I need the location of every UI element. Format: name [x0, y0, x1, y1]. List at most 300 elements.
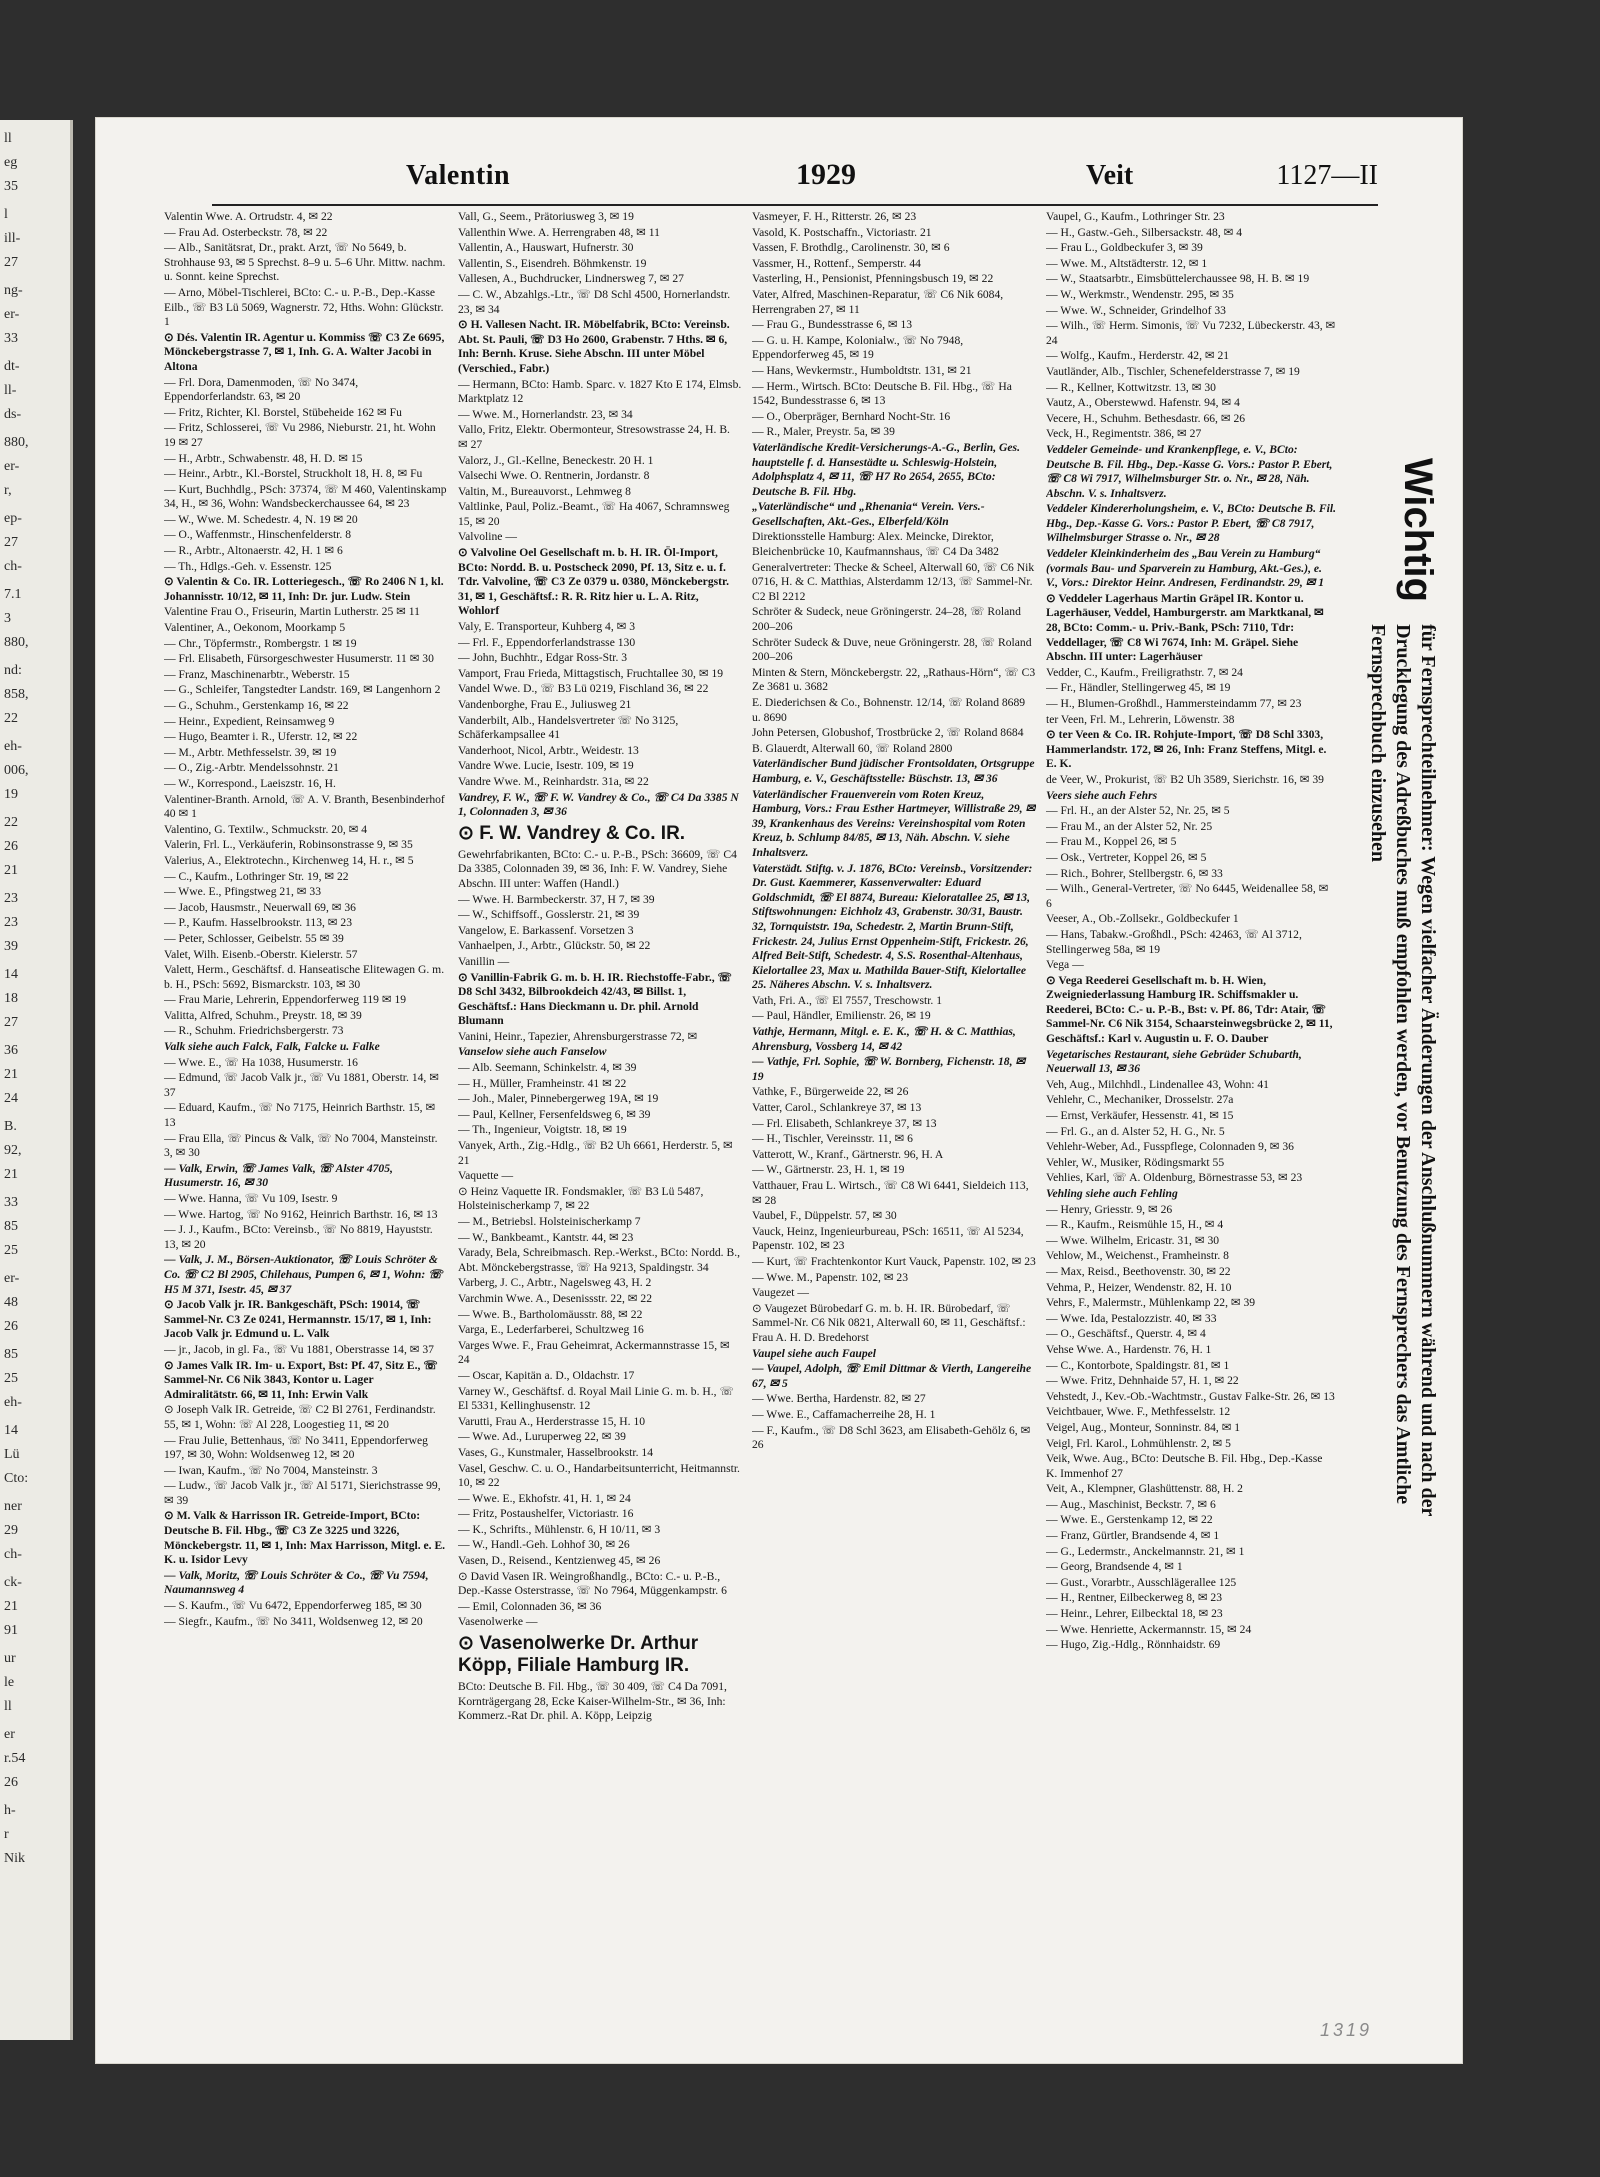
directory-entry: — Wwe. W., Schneider, Grindelhof 33 — [1046, 303, 1226, 317]
directory-entry: — Max, Reisd., Beethovenstr. 30, ✉ 22 — [1046, 1264, 1231, 1278]
directory-entry: Valentino, G. Textilw., Schmuckstr. 20, ✉ 4 — [164, 822, 368, 836]
previous-page-fragment: 21 — [4, 1599, 18, 1614]
directory-entry: — Peter, Schlosser, Geibelstr. 55 ✉ 39 — [164, 931, 344, 945]
directory-entry: ⊙ M. Valk & Harrisson IR. Getreide-Import, BCto: Deutsche B. Fil. Hbg., ☏ C3 Ze 3225 und 3226, Mönckebergstr. 11, ✉ 1, Inh: Max Harrisson, Mitgl. e. E. K. u. Isidor Levy — [164, 1509, 446, 1567]
directory-entry: Vanillin — — [458, 954, 510, 968]
directory-entry: — Wwe. E., Gerstenkamp 12, ✉ 22 — [1046, 1513, 1213, 1527]
directory-entry: — Frau M., Koppel 26, ✉ 5 — [1046, 835, 1177, 849]
directory-entry: — C. W., Abzahlgs.-Ltr., ☏ D8 Schl 4500, Hornerlandstr. 23, ✉ 34 — [458, 287, 731, 316]
directory-entry: — Wwe. Wilhelm, Ericastr. 31, ✉ 30 — [1046, 1233, 1220, 1247]
directory-entry: Varberg, J. C., Arbtr., Nagelsweg 43, H. 2 — [458, 1276, 652, 1290]
directory-entry: Vehstedt, J., Kev.-Ob.-Wachtmstr., Gustav Falke-Str. 26, ✉ 13 — [1046, 1389, 1335, 1403]
previous-page-fragment: 29 — [4, 1523, 18, 1538]
directory-entry: — W., Werkmstr., Wendenstr. 295, ✉ 35 — [1046, 287, 1234, 301]
side-notice-heading: Wichtig — [1396, 458, 1440, 603]
directory-page — [96, 118, 1462, 2063]
previous-page-fragment: 880, — [4, 635, 29, 650]
directory-entry: B. Glauerdt, Alterwall 60, ☏ Roland 2800 — [752, 741, 953, 755]
directory-entry: — Wwe. M., Hornerlandstr. 23, ✉ 34 — [458, 407, 633, 421]
directory-entry: Veigl, Frl. Karol., Lohmühlenstr. 2, ✉ 5 — [1046, 1436, 1231, 1450]
directory-entry: — G. u. H. Kampe, Kolonialw., ☏ No 7948, Eppendorferweg 45, ✉ 19 — [752, 333, 964, 362]
directory-entry: — Th., Hdlgs.-Geh. v. Essenstr. 125 — [164, 559, 332, 573]
previous-page-fragment: 27 — [4, 1015, 18, 1030]
directory-entry: — Fritz, Richter, Kl. Borstel, Stübeheide 162 ✉ Fu — [164, 405, 402, 419]
directory-entry: Valentiner, A., Oekonom, Moorkamp 5 — [164, 621, 346, 635]
previous-page-fragment: r — [4, 1827, 9, 1842]
directory-entry: — C., Kontorbote, Spaldingstr. 81, ✉ 1 — [1046, 1358, 1230, 1372]
directory-entry: — Chr., Töpfermstr., Rombergstr. 1 ✉ 19 — [164, 636, 357, 650]
column-3 — [752, 210, 1036, 2020]
directory-entry: — Wwe. Bertha, Hardenstr. 82, ✉ 27 — [752, 1392, 926, 1406]
directory-entry: Vegetarisches Restaurant, siehe Gebrüder Schubarth, Neuerwall 13, ✉ 36 — [1046, 1047, 1302, 1076]
directory-entry: Valorz, J., Gl.-Kellne, Beneckestr. 20 H. 1 — [458, 453, 654, 467]
directory-entry: — Heinr., Lehrer, Eilbecktal 18, ✉ 23 — [1046, 1607, 1223, 1621]
directory-entry: — Frl. Elisabeth, Schlankreye 37, ✉ 13 — [752, 1116, 937, 1130]
directory-entry: — Kurt, ☏ Frachtenkontor Kurt Vauck, Papenstr. 102, ✉ 23 — [752, 1254, 1036, 1268]
directory-entry: — Fritz, Postaushelfer, Victoriastr. 16 — [458, 1507, 634, 1521]
directory-entry: ⊙ ter Veen & Co. IR. Rohjute-Import, ☏ D8 Schl 3303, Hammerlandstr. 172, ✉ 26, Inh: Franz Steffens, Mitgl. e. E. K. — [1046, 728, 1327, 771]
directory-entry: — R., Maler, Preystr. 5a, ✉ 39 — [752, 425, 895, 439]
directory-entry: Generalvertreter: Thecke & Scheel, Alterwall 60, ☏ C6 Nik 0716, H. & C. Matthias, Alsterdamm 12/13, ☏ Sammel-Nr. C2 Bl 2212 — [752, 560, 1035, 603]
directory-entry: Vehma, P., Heizer, Wendenstr. 82, H. 10 — [1046, 1280, 1232, 1294]
directory-entry: — Siegfr., Kaufm., ☏ No 3411, Woldsenweg 12, ✉ 20 — [164, 1614, 423, 1628]
previous-page-fragment: 26 — [4, 1775, 18, 1790]
previous-page-fragment: eh- — [4, 1395, 22, 1410]
directory-entry: Vasen, D., Reisend., Kentzienweg 45, ✉ 26 — [458, 1554, 661, 1568]
directory-entry: Vandenborghe, Frau E., Juliusweg 21 — [458, 698, 632, 711]
directory-entry: Varney W., Geschäftsf. d. Royal Mail Linie G. m. b. H., ☏ El 5331, Kellinghusenstr. 12 — [458, 1384, 734, 1413]
directory-entry: Vasterling, H., Pensionist, Pfenningsbusch 19, ✉ 22 — [752, 272, 994, 286]
directory-entry: — Edmund, ☏ Jacob Valk jr., ☏ Vu 1881, Oberstr. 14, ✉ 37 — [164, 1071, 439, 1099]
directory-entry: Veit, A., Klempner, Glashüttenstr. 88, H. 2 — [1046, 1482, 1243, 1496]
directory-entry: — R., Arbtr., Altonaerstr. 42, H. 1 ✉ 6 — [164, 544, 343, 558]
directory-entry: — H., Blumen-Großhdl., Hammersteindamm 77, ✉ 23 — [1046, 697, 1302, 710]
directory-entry: Valett, Herm., Geschäftsf. d. Hanseatische Elitewagen G. m. b. H., PSch: 5692, Bismarckstr. 103, ✉ 30 — [164, 963, 445, 991]
directory-entry: — Wwe. E., ☏ Ha 1038, Husumerstr. 16 — [164, 1055, 358, 1069]
directory-entry: Valsechi Wwe. O. Rentnerin, Jordanstr. 8 — [458, 469, 650, 483]
directory-entry: — Frau M., an der Alster 52, Nr. 25 — [1046, 819, 1213, 833]
directory-entry: Valerin, Frl. L., Verkäuferin, Robinsonstrasse 9, ✉ 35 — [164, 838, 413, 852]
previous-page-fragment: 27 — [4, 255, 18, 270]
previous-page-fragment: Nik — [4, 1851, 25, 1866]
directory-entry: — O., Waffenmstr., Hinschenfelderstr. 8 — [164, 528, 351, 542]
directory-entry: Vautländer, Alb., Tischler, Schenefelderstrasse 7, ✉ 19 — [1046, 364, 1300, 378]
directory-entry: Varga, E., Lederfarberei, Schultzweg 16 — [458, 1323, 644, 1337]
directory-entry: Vehlies, Karl, ☏ A. Oldenburg, Börnestrasse 53, ✉ 23 — [1046, 1171, 1303, 1185]
directory-entry: — W., Gärtnerstr. 23, H. 1, ✉ 19 — [752, 1163, 905, 1177]
directory-entry: Vallenthin Wwe. A. Herrengraben 48, ✉ 11 — [458, 225, 660, 239]
directory-entry: Valtlinke, Paul, Poliz.-Beamt., ☏ Ha 4067, Schramnsweg 15, ✉ 20 — [458, 500, 730, 528]
directory-entry: — Valk, Moritz, ☏ Louis Schröter & Co., ☏ Vu 7594, Naumannsweg 4 — [164, 1568, 429, 1597]
directory-entry: Vaterländischer Bund jüdischer Frontsoldaten, Ortsgruppe Hamburg, e. V., Geschäftsstelle: Büschstr. 13, ✉ 36 — [752, 757, 1035, 785]
directory-entry: — Ludw., ☏ Jacob Valk jr., ☏ Al 5171, Sierichstrasse 99, ✉ 39 — [164, 1479, 441, 1507]
previous-page-fragment: 21 — [4, 863, 18, 878]
directory-entry: Vecere, H., Schuhm. Bethesdastr. 66, ✉ 26 — [1046, 411, 1246, 425]
previous-page-fragment: ner — [4, 1499, 22, 1514]
previous-page-fragment: ck- — [4, 1575, 22, 1590]
directory-entry: — Valk, Erwin, ☏ James Valk, ☏ Alster 4705, Husumerstr. 16, ✉ 30 — [164, 1161, 393, 1190]
directory-entry: — Hans, Tabakw.-Großhdl., PSch: 42463, ☏ Al 3712, Stellingerweg 58a, ✉ 19 — [1046, 927, 1302, 956]
directory-entry: — O., Geschäftsf., Querstr. 4, ✉ 4 — [1046, 1327, 1206, 1341]
previous-page-fragment: 858, — [4, 687, 29, 702]
directory-entry: — Frau G., Bundesstrasse 6, ✉ 13 — [752, 318, 913, 332]
header-year: 1929 — [796, 158, 856, 191]
directory-entry: — C., Kaufm., Lothringer Str. 19, ✉ 22 — [164, 869, 349, 883]
directory-entry: ⊙ Jacob Valk jr. IR. Bankgeschäft, PSch: 19014, ☏ Sammel-Nr. C3 Ze 0241, Hermannstr. 15/17, ✉ 1, Inh: Jacob Valk jr. Edmund u. L. Valk — [164, 1298, 432, 1341]
directory-entry: Vaterstädt. Stiftg. v. J. 1876, BCto: Vereinsb., Vorsitzender: Dr. Gust. Kaemmerer, Kassenverwalter: Eduard Goldschmidt, ☏ El 8874, Bureau: Kieloratallee 25, ✉ 13, Stiftswohnungen: Eichholz 43, Grabenstr. 30/31, Baustr. 32, Tornquiststr. 19a, Schedestr. 2, Martin Brunn-Stift, Frickestr. 24, Julius Ernst Oppenheim-Stift, Frickestr. 26, Alfred Beit-Stift, Schedestr. 4, S.S. Rosenthal-Altenhaus, Kielortallee 23, Max u. Mathilda Bauer-Stift, Kielortallee 25. Näheres Abschn. V. s. Inhaltsverz. — [752, 861, 1033, 992]
directory-entry: — Wwe. H. Barmbeckerstr. 37, H 7, ✉ 39 — [458, 892, 655, 906]
directory-entry: — R., Kellner, Kottwitzstr. 13, ✉ 30 — [1046, 380, 1216, 394]
directory-entry: Veers siehe auch Fehrs — [1046, 788, 1158, 802]
directory-entry: ⊙ Vasenolwerke Dr. Arthur Köpp, Filiale Hamburg IR. — [458, 1633, 699, 1677]
directory-entry: Vehlehr-Weber, Ad., Fusspflege, Colonnaden 9, ✉ 36 — [1046, 1140, 1294, 1154]
directory-entry: — Wolfg., Kaufm., Herderstr. 42, ✉ 21 — [1046, 349, 1230, 363]
directory-entry: — Alb. Seemann, Schinkelstr. 4, ✉ 39 — [458, 1061, 637, 1075]
previous-page-fragment: 25 — [4, 1371, 18, 1386]
directory-entry: Vatterott, W., Kranf., Gärtnerstr. 96, H. A — [752, 1147, 944, 1161]
directory-entry: Vallentin, S., Eisendreh. Böhmkenstr. 19 — [458, 256, 647, 270]
directory-entry: — Hermann, BCto: Hamb. Sparc. v. 1827 Kto E 174, Elmsb. Marktplatz 12 — [458, 377, 742, 406]
directory-entry: — W., Wwe. M. Schedestr. 4, N. 19 ✉ 20 — [164, 512, 358, 526]
previous-page-fragment: 14 — [4, 967, 18, 982]
directory-entry: Vedder, C., Kaufm., Freiligrathstr. 7, ✉ 24 — [1046, 665, 1243, 679]
directory-entry: — Frl. H., an der Alster 52, Nr. 25, ✉ 5 — [1046, 804, 1230, 818]
directory-entry: — W., Handl.-Geh. Lohhof 30, ✉ 26 — [458, 1538, 630, 1552]
directory-entry: Vassmer, H., Rottenf., Semperstr. 44 — [752, 256, 921, 270]
directory-entry: Vaterländische Kredit-Versicherungs-A.-G., Berlin, Ges. hauptstelle f. d. Hansestädte u. Schleswig-Holstein, Adolphsplatz 4, ✉ 11, ☏ H7 Ro 2654, 2655, BCto: Deutsche B. Fil. Hbg. — [752, 440, 1020, 498]
directory-entry: Vehrs, F., Malermstr., Mühlenkamp 22, ✉ 39 — [1046, 1296, 1256, 1310]
directory-entry: — John, Buchhtr., Edgar Ross-Str. 3 — [458, 651, 628, 665]
directory-entry: — Emil, Colonnaden 36, ✉ 36 — [458, 1599, 602, 1613]
previous-page-fragment: 39 — [4, 939, 18, 954]
directory-entry: Veck, H., Regimentstr. 386, ✉ 27 — [1046, 427, 1202, 441]
previous-page-fragment: 91 — [4, 1623, 18, 1638]
directory-entry: Varady, Bela, Schreibmasch. Rep.-Werkst., BCto: Nordd. B., Abt. Mönckebergstrasse, ☏ Ha 9213, Spaldingstr. 34 — [458, 1246, 740, 1274]
directory-entry: — Frl. F., Eppendorferlandstrasse 130 — [458, 635, 636, 649]
directory-entry: Vasenolwerke — — [458, 1615, 538, 1629]
directory-entry: Minten & Stern, Mönckebergstr. 22, „Rathaus-Hörn“, ☏ C3 Ze 3681 u. 3682 — [752, 665, 1036, 694]
directory-entry: — Vaupel, Adolph, ☏ Emil Dittmar & Vierth, Langereihe 67, ✉ 5 — [752, 1362, 1032, 1390]
directory-entry: Valitta, Alfred, Schuhm., Preystr. 18, ✉ 39 — [164, 1008, 362, 1022]
previous-page-fragment: 23 — [4, 915, 18, 930]
previous-page-fragment: ep- — [4, 511, 22, 526]
directory-entry: — Wwe. Hartog, ☏ No 9162, Heinrich Barthstr. 16, ✉ 13 — [164, 1207, 438, 1221]
previous-page-fragment: 26 — [4, 839, 18, 854]
directory-entry: — K., Schrifts., Mühlenstr. 6, H 10/11, ✉ 3 — [458, 1522, 661, 1536]
previous-page-fragment: 880, — [4, 435, 29, 450]
directory-entry: — Frl. G., an d. Alster 52, H. G., Nr. 5 — [1046, 1124, 1225, 1138]
directory-entry: Veigel, Aug., Monteur, Sonninstr. 84, ✉ 1 — [1046, 1420, 1241, 1434]
directory-entry: Vallentin, A., Hauswart, Hufnerstr. 30 — [458, 241, 634, 255]
previous-page-fragment: ng- — [4, 283, 23, 298]
directory-entry: — Arno, Möbel-Tischlerei, BCto: C.- u. P.-B., Dep.-Kasse Eilb., ☏ B3 Lü 5069, Wagnerstr. 72, Hths. Wohn: Glückstr. 1 — [164, 285, 444, 329]
previous-page-fragment: 22 — [4, 711, 18, 726]
directory-entry: — J. J., Kaufm., BCto: Vereinsb., ☏ No 8819, Hayuststr. 13, ✉ 20 — [164, 1223, 433, 1251]
previous-page-fragment: 14 — [4, 1423, 18, 1438]
directory-entry: Vasmeyer, F. H., Ritterstr. 26, ✉ 23 — [752, 210, 917, 223]
previous-page-fragment: nd: — [4, 663, 22, 678]
directory-entry: — R., Schuhm. Friedrichsbergerstr. 73 — [164, 1024, 344, 1038]
previous-page-fragment: 19 — [4, 787, 18, 802]
previous-page-fragment: er- — [4, 1271, 20, 1286]
directory-entry: — Wwe. B., Bartholomäusstr. 88, ✉ 22 — [458, 1307, 643, 1321]
previous-page-fragment: 35 — [4, 179, 18, 194]
directory-entry: — Frau Marie, Lehrerin, Eppendorferweg 119 ✉ 19 — [164, 993, 407, 1007]
directory-entry: — Eduard, Kaufm., ☏ No 7175, Heinrich Barthstr. 15, ✉ 13 — [164, 1101, 436, 1130]
directory-entry: Vathke, F., Bürgerweide 22, ✉ 26 — [752, 1085, 909, 1099]
previous-page-fragment: r.54 — [4, 1751, 26, 1766]
directory-entry: — M., Betriebsl. Holsteinischerkamp 7 — [458, 1215, 641, 1228]
directory-entry: — Fritz, Schlosserei, ☏ Vu 2986, Nieburstr. 21, ht. Wohn 19 ✉ 27 — [164, 421, 436, 449]
directory-entry: — H., Rentner, Eilbeckerweg 8, ✉ 23 — [1046, 1591, 1223, 1605]
previous-page-fragment: h- — [4, 1803, 16, 1818]
directory-entry: — Paul, Händler, Emilienstr. 26, ✉ 19 — [752, 1009, 931, 1023]
directory-entry: Varchmin Wwe. A., Desenissstr. 22, ✉ 22 — [458, 1291, 653, 1305]
previous-page-fragment: 3 — [4, 611, 11, 626]
directory-entry: — S. Kaufm., ☏ Vu 6472, Eppendorferweg 185, ✉ 30 — [164, 1599, 422, 1613]
previous-page-fragment: ds- — [4, 407, 22, 422]
directory-entry: — W., Korrespond., Laeiszstr. 16, H. — [164, 776, 336, 790]
previous-page-fragment: le — [4, 1675, 15, 1690]
directory-entry: — O., Zig.-Arbtr. Mendelssohnstr. 21 — [164, 761, 339, 775]
directory-entry: — Wwe. E., Caffamacherreihe 28, H. 1 — [752, 1407, 936, 1421]
directory-entry: Vamport, Frau Frieda, Mittagstisch, Fruchtallee 30, ✉ 19 — [458, 666, 724, 680]
directory-entry: — Wwe. E., Pfingstweg 21, ✉ 33 — [164, 885, 321, 899]
directory-entry: ⊙ Vaugezet Bürobedarf G. m. b. H. IR. Bürobedarf, ☏ Sammel-Nr. C6 Nik 0821, Alterwall 60, ✉ 11, Geschäftsf.: Frau A. H. D. Bredehorst — [752, 1301, 1026, 1344]
directory-entry: Vaubel, F., Düppelstr. 57, ✉ 30 — [752, 1209, 897, 1223]
directory-entry: „Vaterländische“ und „Rhenania“ Verein. Vers.-Gesellschaften, Akt.-Ges., Elberfeld/Köln — [752, 500, 985, 528]
directory-entry: ⊙ Valvoline Oel Gesellschaft m. b. H. IR. Öl-Import, BCto: Nordd. B. u. Postscheck 2090, Pf. 13, Sitz e. u. f. Tdr. Valvoline, ☏ C3 Ze 0379 u. 0380, Mönckebergstr. 31, ✉ 1, Geschäftsf.: R. R. Ritz hier u. L. A. Ritz, Wohlorf — [458, 546, 729, 618]
directory-entry: Varutti, Frau A., Herderstrasse 15, H. 10 — [458, 1414, 646, 1428]
previous-page-fragment: eg — [4, 155, 18, 170]
directory-entry: E. Diederichsen & Co., Bohnenstr. 12/14, ☏ Roland 8689 u. 8690 — [752, 696, 1026, 724]
directory-entry: Vega — — [1046, 958, 1084, 972]
directory-entry: Veh, Aug., Milchhdl., Lindenallee 43, Wohn: 41 — [1046, 1077, 1269, 1091]
previous-page-fragment: r, — [4, 483, 12, 498]
directory-entry: — H., Arbtr., Schwabenstr. 48, H. D. ✉ 15 — [164, 451, 363, 465]
directory-entry: Veik, Wwe. Aug., BCto: Deutsche B. Fil. Hbg., Dep.-Kasse K. Immenhof 27 — [1046, 1452, 1323, 1480]
directory-entry: — Frau Julie, Bettenhaus, ☏ No 3411, Eppendorferweg 197, ✉ 30, Wohn: Woldsenweg 12, ✉ 20 — [164, 1433, 428, 1462]
directory-entry: — Frl. Dora, Damenmoden, ☏ No 3474, Eppendorferlandstr. 63, ✉ 20 — [164, 375, 359, 404]
directory-entry: — Iwan, Kaufm., ☏ No 7004, Mansteinstr. 3 — [164, 1463, 378, 1477]
previous-page-fragment: ch- — [4, 559, 22, 574]
directory-entry: — H., Müller, Framheinstr. 41 ✉ 22 — [458, 1076, 627, 1090]
directory-entry: Valy, E. Transporteur, Kuhberg 4, ✉ 3 — [458, 620, 636, 634]
directory-entry: Vandrey, F. W., ☏ F. W. Vandrey & Co., ☏ C4 Da 3385 N 1, Colonnaden 3, ✉ 36 — [458, 790, 739, 819]
directory-entry: Vandre Wwe. Lucie, Isestr. 109, ✉ 19 — [458, 759, 634, 773]
directory-entry: — Herm., Wirtsch. BCto: Deutsche B. Fil. Hbg., ☏ Ha 1542, Bundesstrasse 6, ✉ 13 — [752, 379, 1012, 408]
directory-entry: Vanderbilt, Alb., Handelsvertreter ☏ No 3125, Schäferkampsallee 41 — [458, 713, 679, 742]
directory-entry: Valentin Wwe. A. Ortrudstr. 4, ✉ 22 — [164, 210, 333, 223]
directory-entry: Vaugezet — — [752, 1286, 809, 1300]
directory-entry: Vall, G., Seem., Prätoriusweg 3, ✉ 19 — [458, 210, 634, 223]
directory-entry: Vauck, Heinz, Ingenieurbureau, PSch: 16511, ☏ Al 5234, Papenstr. 102, ✉ 23 — [752, 1224, 1024, 1253]
directory-entry: ⊙ H. Vallesen Nacht. IR. Möbelfabrik, BCto: Vereinsb. Abt. St. Pauli, ☏ D3 Ho 2600, Grabenstr. 7 Hths. ✉ 6, Inh: Bernh. Kruse. Siehe Abschn. III unter Möbel (Verschied., Fabr.) — [458, 318, 730, 375]
directory-entry: ⊙ Vega Reederei Gesellschaft m. b. H. Wien, Zweigniederlassung Hamburg IR. Schiffsmakler u. Reederei, BCto: C.- u. P.-B., Bst: v. Pf. 86, Tdr: Atair, ☏ Sammel-Nr. C6 Nik 3154, Schaarsteinwegsbrücke 2, ✉ 11, Geschäftsf.: Karl v. Augustin u. F. O. Dauber — [1046, 973, 1333, 1046]
previous-page-fragment: 33 — [4, 1195, 18, 1210]
directory-entry: — Gust., Vorarbtr., Ausschlägerallee 125 — [1046, 1575, 1237, 1589]
previous-page-fragment: 21 — [4, 1067, 18, 1082]
previous-page-fragment: dt- — [4, 359, 20, 374]
directory-entry: Valentine Frau O., Friseurin, Martin Lutherstr. 25 ✉ 11 — [164, 605, 420, 619]
directory-entry: John Petersen, Globushof, Trostbrücke 2, ☏ Roland 8684 — [752, 726, 1024, 740]
directory-entry: Vandre Wwe. M., Reinhardstr. 31a, ✉ 22 — [458, 774, 649, 788]
directory-entry: Veddeler Kindererholungsheim, e. V., BCto: Deutsche B. Fil. Hbg., Dep.-Kasse G. Vors.: Pastor P. Ebert, ☏ C8 7917, Wilhelmsburger Strasse o. Nr., ✉ 28 — [1046, 502, 1336, 545]
directory-entry: ⊙ Joseph Valk IR. Getreide, ☏ C2 Bl 2761, Ferdinandstr. 55, ✉ 1, Wohn: ☏ Al 228, Loogestieg 11, ✉ 20 — [164, 1403, 436, 1431]
directory-entry: Direktionsstelle Hamburg: Alex. Meincke, Direktor, Bleichenbrücke 10, Kaufmannshaus, ☏ C4 Da 3482 — [752, 530, 999, 559]
column-4 — [1046, 210, 1336, 2020]
directory-entry: Vehlehr, C., Mechaniker, Drosselstr. 27a — [1046, 1093, 1234, 1107]
directory-entry: Vanyek, Arth., Zig.-Hdlg., ☏ B2 Uh 6661, Herderstr. 5, ✉ 21 — [458, 1139, 733, 1167]
directory-entry: — Hugo, Beamter i. R., Uferstr. 12, ✉ 22 — [164, 730, 358, 744]
directory-entry: ⊙ Vanillin-Fabrik G. m. b. H. IR. Riechstoffe-Fabr., ☏ D8 Schl 3432, Bilbrookdeich 42/43, ✉ Billst. 1, Geschäftsf.: Hans Dieckmann u. Dr. phil. Arnold Blumann — [458, 970, 733, 1028]
previous-page-fragment: 7.1 — [4, 587, 22, 602]
directory-entry: Vehling siehe auch Fehling — [1046, 1187, 1178, 1200]
directory-entry: — Wilh., ☏ Herm. Simonis, ☏ Vu 7232, Lübeckerstr. 43, ✉ 24 — [1046, 319, 1336, 347]
previous-page-fragment: l — [4, 207, 8, 222]
directory-entry: — Henry, Griesstr. 9, ✉ 26 — [1046, 1202, 1173, 1216]
header-first-name: Valentin — [406, 160, 511, 191]
directory-entry: — F., Kaufm., ☏ D8 Schl 3623, am Elisabeth-Gehölz 6, ✉ 26 — [752, 1423, 1031, 1452]
previous-page-fragment: 23 — [4, 891, 18, 906]
previous-page-fragment: ll — [4, 131, 12, 146]
directory-entry: de Veer, W., Prokurist, ☏ B2 Uh 3589, Sierichstr. 16, ✉ 39 — [1046, 772, 1324, 786]
directory-entry: — G., Schuhm., Gerstenkamp 16, ✉ 22 — [164, 699, 349, 712]
side-notice-body: für Fernsprechteilnehmer: Wegen vielfacher Änderungen der Anschlußnummern während und nach der Drucklegung des Adreßbuches muß empfohlen werden, vor Benutzung des Fernsprechers das Amtliche Fernsprechbuch einzusehen — [1367, 624, 1439, 1516]
directory-entry: ⊙ F. W. Vandrey & Co. IR. — [458, 822, 686, 844]
directory-entry: Schröter Sudeck & Duve, neue Gröningerstr. 28, ☏ Roland 200–206 — [752, 635, 1032, 664]
directory-entry: — Jacob, Hausmstr., Neuerwall 69, ✉ 36 — [164, 900, 356, 914]
directory-entry: — O., Oberpräger, Bernhard Nocht-Str. 16 — [752, 409, 951, 423]
directory-entry: Vatthauer, Frau L. Wirtsch., ☏ C8 Wi 6441, Sieldeich 113, ✉ 28 — [752, 1179, 1029, 1207]
directory-entry: Vaquette — — [458, 1169, 514, 1183]
directory-entry: Vanderhoot, Nicol, Arbtr., Weidestr. 13 — [458, 743, 639, 757]
directory-entry: — Frau Ad. Osterbeckstr. 78, ✉ 22 — [164, 225, 328, 239]
directory-entry: — Alb., Sanitätsrat, Dr., prakt. Arzt, ☏ No 5649, b. Strohhause 93, ✉ 5 Sprechst. 8–9 u. 5–6 Uhr. Mittw. nachm. u. Sonnt. keine Sprechst. — [164, 241, 446, 284]
side-notice — [1344, 458, 1444, 1658]
directory-entry: Gewehrfabrikanten, BCto: C.- u. P.-B., PSch: 36609, ☏ C4 Da 3385, Colonnaden 39, ✉ 36, Inh: F. W. Vandrey, Siehe Abschn. III unter: Waffen (Handl.) — [458, 847, 737, 890]
directory-entry: — Wwe. Ida, Pestalozzistr. 40, ✉ 33 — [1046, 1311, 1217, 1325]
directory-entry: Veichtbauer, Wwe. F., Methfesselstr. 12 — [1046, 1405, 1231, 1419]
directory-entry: Valerius, A., Elektrotechn., Kirchenweg 14, H. r., ✉ 5 — [164, 853, 414, 867]
previous-page-fragment: ll — [4, 1699, 12, 1714]
directory-entry: — W., Staatsarbtr., Eimsbüttelerchaussee 98, H. B. ✉ 19 — [1046, 272, 1310, 286]
directory-entry: Vasold, K. Postschaffn., Victoriastr. 21 — [752, 225, 932, 239]
directory-entry: Vases, G., Kunstmaler, Hasselbrookstr. 14 — [458, 1445, 653, 1459]
directory-entry: — Wwe. M., Altstädterstr. 12, ✉ 1 — [1046, 256, 1208, 270]
directory-entry: — R., Kaufm., Reismühle 15, H., ✉ 4 — [1046, 1218, 1224, 1232]
previous-page-fragment: ur — [4, 1651, 16, 1666]
directory-entry: — M., Arbtr. Methfesselstr. 39, ✉ 19 — [164, 745, 337, 759]
directory-entry: — Wilh., General-Vertreter, ☏ No 6445, Weidenallee 58, ✉ 6 — [1046, 882, 1329, 910]
directory-entry: Veeser, A., Ob.-Zollsekr., Goldbeckufer 1 — [1046, 912, 1239, 926]
directory-entry: Vaupel, G., Kaufm., Lothringer Str. 23 — [1046, 210, 1225, 223]
previous-page-fragment: 26 — [4, 1319, 18, 1334]
directory-entry: Valet, Wilh. Eisenb.-Oberstr. Kielerstr. 57 — [164, 947, 358, 961]
directory-entry: — Vathje, Frl. Sophie, ☏ W. Bornberg, Fichenstr. 18, ✉ 19 — [752, 1055, 1026, 1083]
header-page-number: 1127—II — [1276, 160, 1378, 191]
directory-entry: — Osk., Vertreter, Koppel 26, ✉ 5 — [1046, 850, 1207, 864]
page-header — [156, 152, 1438, 202]
directory-entry: — Oscar, Kapitän a. D., Oldachstr. 17 — [458, 1368, 635, 1382]
directory-entry: Vehse Wwe. A., Hardenstr. 76, H. 1 — [1046, 1342, 1212, 1356]
directory-entry: Veddeler Gemeinde- und Krankenpflege, e. V., BCto: Deutsche B. Fil. Hbg., Dep.-Kasse G. Vors.: Pastor P. Ebert, ☏ C8 Wi 7917, Wilhelmsburger Str. o. Nr., ✉ 28, Näh. Abschn. V. s. Inhaltsverz. — [1046, 442, 1333, 500]
directory-entry: — Wwe. Ad., Luruperweg 22, ✉ 39 — [458, 1430, 626, 1444]
directory-entry: Vaterländischer Frauenverein vom Roten Kreuz, Hamburg, Vors.: Frau Esther Hartmeyer, Willistraße 29, ✉ 39, Krankenhaus des Vereins: Vereinshospital vom Roten Kreuz, b. Schlump 84/85, ✉ 13, Näh. Abschn. V. siehe Inhaltsverz. — [752, 787, 1036, 859]
previous-page-fragment: ll- — [4, 383, 17, 398]
directory-entry: — Heinr., Arbtr., Kl.-Borstel, Struckholt 18, H. 8, ✉ Fu — [164, 467, 423, 481]
previous-page-fragment: ill- — [4, 231, 21, 246]
header-rule — [212, 204, 1378, 206]
directory-entry: — Wwe. Henriette, Ackermannstr. 15, ✉ 24 — [1046, 1622, 1252, 1636]
directory-entry: — Ernst, Verkäufer, Hessenstr. 41, ✉ 15 — [1046, 1109, 1234, 1123]
previous-page-fragment: ch- — [4, 1547, 22, 1562]
directory-entry: Vathje, Hermann, Mitgl. e. E. K., ☏ H. & C. Matthias, Ahrensburg, Vossberg 14, ✉ 42 — [752, 1025, 1016, 1053]
directory-entry: Valk siehe auch Falck, Falk, Falcke u. Falke — [164, 1040, 380, 1054]
directory-entry: — Fr., Händler, Stellingerweg 45, ✉ 19 — [1046, 681, 1231, 695]
directory-entry: Vandel Wwe. D., ☏ B3 Lü 0219, Fischland 36, ✉ 22 — [458, 682, 709, 696]
previous-page-fragment: 22 — [4, 815, 18, 830]
directory-entry: — Th., Ingenieur, Voigtstr. 18, ✉ 19 — [458, 1123, 627, 1137]
directory-entry: — G., Schleifer, Tangstedter Landstr. 169, ✉ Langenhorn 2 — [164, 683, 441, 697]
directory-entry: Varges Wwe. F., Frau Geheimrat, Ackermannstrasse 15, ✉ 24 — [458, 1338, 730, 1367]
directory-entry: — Paul, Kellner, Fersenfeldsweg 6, ✉ 39 — [458, 1107, 651, 1121]
directory-entry: — H., Gastw.-Geh., Silbersackstr. 48, ✉ 4 — [1046, 225, 1243, 239]
directory-entry: ⊙ Valentin & Co. IR. Lotteriegesch., ☏ Ro 2406 N 1, kl. Johannisstr. 10/12, ✉ 11, Inh: Dr. jur. Ludw. Stein — [164, 575, 444, 603]
directory-entry: Vanhaelpen, J., Arbtr., Glückstr. 50, ✉ 22 — [458, 939, 651, 953]
directory-entry: ⊙ Veddeler Lagerhaus Martin Gräpel IR. Kontor u. Lagerhäuser, Veddel, Hamburgerstr. am Marktkanal, ✉ 28, BCto: Comm.- u. Priv.-Bank, PSch: 7110, Tdr: Veddellager, ☏ C8 Wi 7674, Inh: M. Gräpel. Siehe Abschn. III unter: Lagerhäuser — [1046, 591, 1324, 664]
directory-entry: — Rich., Bohrer, Stellbergstr. 6, ✉ 33 — [1046, 866, 1223, 880]
previous-page-fragment: 33 — [4, 331, 18, 346]
previous-page-fragment: 25 — [4, 1243, 18, 1258]
directory-entry: — Georg, Brandsende 4, ✉ 1 — [1046, 1560, 1183, 1574]
directory-entry: — Hans, Wevkermstr., Humboldtstr. 131, ✉ 21 — [752, 363, 972, 377]
directory-entry: — Hugo, Zig.-Hdlg., Rönnhaidstr. 69 — [1046, 1638, 1221, 1652]
previous-page-fragment: er — [4, 1727, 15, 1742]
previous-page-fragment: eh- — [4, 739, 22, 754]
previous-page-fragment: 006, — [4, 763, 29, 778]
previous-page-fragment: er- — [4, 307, 20, 322]
previous-page-fragment: 85 — [4, 1347, 18, 1362]
directory-entry: Vallesen, A., Buchdrucker, Lindnersweg 7, ✉ 27 — [458, 272, 684, 286]
directory-entry: Vehlow, M., Weichenst., Framheinstr. 8 — [1046, 1249, 1229, 1263]
directory-entry: — Franz, Maschinenarbtr., Weberstr. 15 — [164, 667, 350, 681]
previous-page-fragment: er- — [4, 459, 20, 474]
directory-entry: Veddeler Kleinkinderheim des „Bau Verein zu Hamburg“ (vormals Bau- und Sparverein zu Hamburg, Akt.-Ges.), e. V., Vors.: Direktor Heinr. Andresen, Ferdinandstr. 29, ✉ 1 — [1046, 547, 1325, 590]
previous-page-fragment: 48 — [4, 1295, 18, 1310]
previous-page-fragment: 27 — [4, 535, 18, 550]
directory-entry: — Wwe. E., Ekhofstr. 41, H. 1, ✉ 24 — [458, 1491, 631, 1505]
directory-entry: Vangelow, E. Barkassenf. Vorsetzen 3 — [458, 923, 634, 937]
previous-page-fragment: 36 — [4, 1043, 18, 1058]
previous-page-edge — [0, 120, 73, 2040]
directory-entry: ⊙ Heinz Vaquette IR. Fondsmakler, ☏ B3 Lü 5487, Holsteinischerkamp 7, ✉ 22 — [458, 1184, 704, 1213]
previous-page-fragment: 18 — [4, 991, 18, 1006]
directory-entry: Vanselow siehe auch Fanselow — [458, 1045, 607, 1059]
directory-entry: Vater, Alfred, Maschinen-Reparatur, ☏ C6 Nik 6084, Herrengraben 27, ✉ 11 — [752, 287, 1004, 316]
directory-entry: Vatter, Carol., Schlankreye 37, ✉ 13 — [752, 1101, 922, 1115]
directory-entry: Schröter & Sudeck, neue Gröningerstr. 24–28, ☏ Roland 200–206 — [752, 605, 1021, 634]
directory-entry: — Franz, Gürtler, Brandsende 4, ✉ 1 — [1046, 1529, 1220, 1543]
directory-entry: — P., Kaufm. Hasselbrookstr. 113, ✉ 23 — [164, 916, 353, 930]
directory-entry: Vautz, A., Oberstewwd. Hafenstr. 94, ✉ 4 — [1046, 396, 1240, 410]
previous-page-fragment: 85 — [4, 1219, 18, 1234]
previous-page-fragment: 21 — [4, 1167, 18, 1182]
directory-entry: — Frl. Elisabeth, Fürsorgeschwester Husumerstr. 11 ✉ 30 — [164, 652, 434, 666]
previous-page-fragment: Cto: — [4, 1471, 29, 1486]
directory-entry: Vallo, Fritz, Elektr. Obermonteur, Stresowstrasse 24, H. B. ✉ 27 — [458, 423, 730, 451]
directory-entry: Valentiner-Branth. Arnold, ☏ A. V. Branth, Besenbinderhof 40 ✉ 1 — [164, 792, 445, 821]
